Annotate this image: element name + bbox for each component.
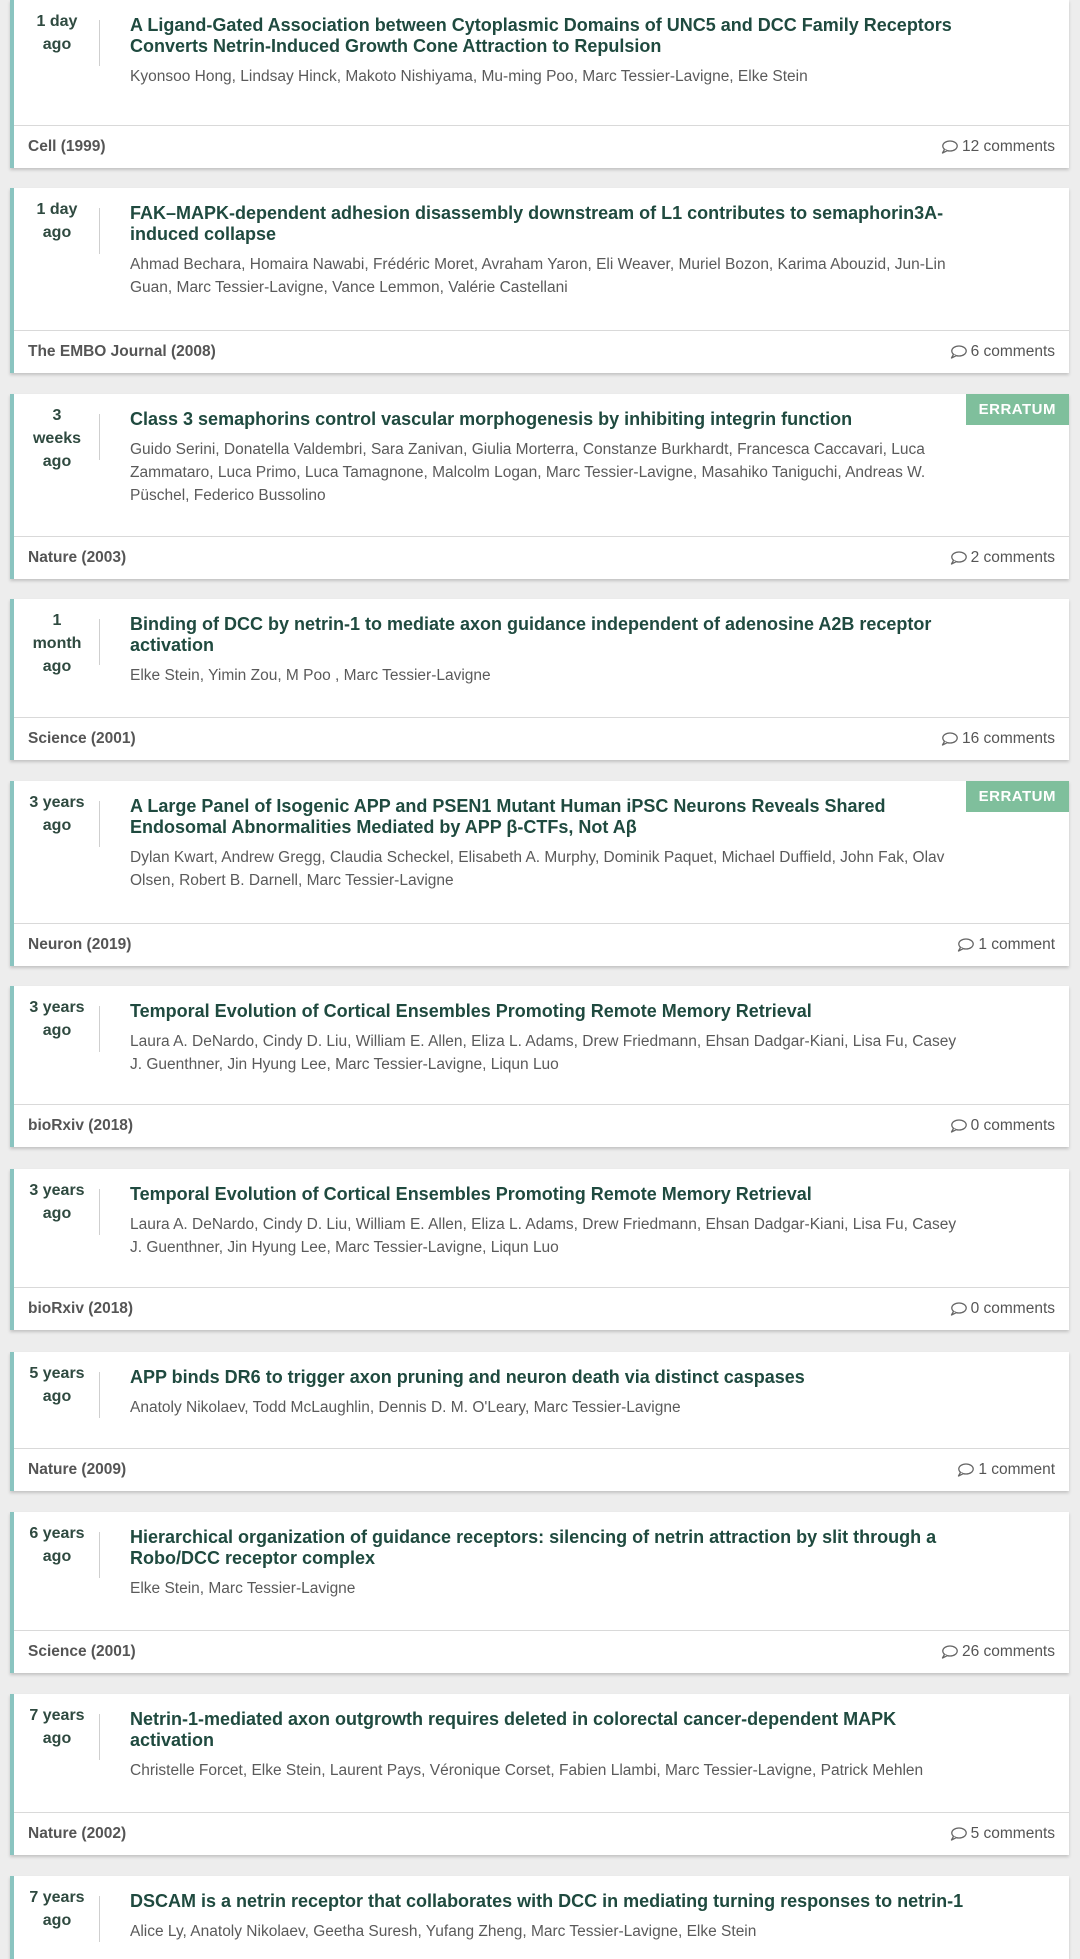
age-divider	[99, 1006, 100, 1052]
paper-age: 3 weeks ago	[32, 407, 82, 470]
paper-title-link[interactable]: A Ligand-Gated Association between Cytoplasmic Domains of UNC5 and DCC Family Receptors Converts Netrin-Induced Growth Cone Attraction to Repulsion	[130, 15, 952, 56]
paper-card-body	[14, 1352, 1069, 1449]
paper-content	[130, 1527, 966, 1600]
comments-count: 1 comment	[978, 1461, 1055, 1478]
age-divider	[99, 1896, 100, 1942]
paper-card-body	[14, 0, 1069, 126]
paper-journal: Cell (1999)	[28, 138, 106, 155]
paper-content	[130, 614, 966, 687]
comments-count: 0 comments	[970, 1117, 1055, 1134]
paper-authors: Elke Stein, Yimin Zou, M Poo , Marc Tessier-Lavigne	[130, 667, 491, 684]
paper-authors: Alice Ly, Anatoly Nikolaev, Geetha Suresh, Yufang Zheng, Marc Tessier-Lavigne, Elke Stein	[130, 1923, 757, 1940]
comments-count: 1 comment	[978, 936, 1055, 953]
comments-link[interactable]	[950, 1825, 1055, 1843]
paper-title-link[interactable]: APP binds DR6 to trigger axon pruning and neuron death via distinct caspases	[130, 1367, 805, 1387]
paper-title-link[interactable]: Hierarchical organization of guidance receptors: silencing of netrin attraction by slit through a Robo/DCC receptor complex	[130, 1527, 937, 1568]
erratum-badge: ERRATUM	[966, 781, 1069, 812]
paper-journal: Nature (2002)	[28, 1825, 127, 1842]
paper-authors: Laura A. DeNardo, Cindy D. Liu, William E. Allen, Eliza L. Adams, Drew Friedmann, Ehsan Dadgar-Kiani, Lisa Fu, Casey J. Guenthner, Jin Hyung Lee, Marc Tessier-Lavigne, Liqun Luo	[130, 1216, 957, 1256]
comments-link[interactable]	[941, 1643, 1055, 1661]
paper-authors: Dylan Kwart, Andrew Gregg, Claudia Scheckel, Elisabeth A. Murphy, Dominik Paquet, Michael Duffield, John Fak, Olav Olsen, Robert B. Darnell, Marc Tessier-Lavigne	[130, 849, 945, 889]
comment-icon	[950, 1302, 967, 1316]
paper-authors: Elke Stein, Marc Tessier-Lavigne	[130, 1580, 356, 1597]
paper-card[interactable]	[10, 0, 1069, 168]
paper-journal: The EMBO Journal (2008)	[28, 343, 216, 360]
paper-card[interactable]	[10, 1352, 1069, 1491]
paper-card-footer	[14, 126, 1069, 168]
comments-link[interactable]	[957, 1461, 1055, 1479]
paper-card-body	[14, 781, 1069, 924]
paper-journal: bioRxiv (2018)	[28, 1117, 134, 1134]
paper-card[interactable]	[10, 986, 1069, 1147]
paper-age: 1 day ago	[36, 13, 78, 53]
paper-card-body	[14, 599, 1069, 718]
paper-content	[130, 1367, 966, 1419]
paper-card-body	[14, 1169, 1069, 1288]
age-divider	[99, 1372, 100, 1418]
comments-count: 12 comments	[961, 138, 1055, 155]
paper-card-footer	[14, 537, 1069, 579]
paper-journal: Nature (2003)	[28, 549, 127, 566]
comments-link[interactable]	[941, 730, 1055, 748]
paper-card[interactable]	[10, 1694, 1069, 1855]
paper-card[interactable]	[10, 1876, 1069, 1959]
age-divider	[99, 1189, 100, 1235]
age-divider	[99, 20, 100, 66]
paper-card[interactable]	[10, 188, 1069, 373]
comments-count: 2 comments	[970, 549, 1055, 566]
comments-count: 6 comments	[970, 343, 1055, 360]
paper-card-body	[14, 1694, 1069, 1813]
comments-link[interactable]	[950, 549, 1055, 567]
comment-icon	[957, 1463, 974, 1477]
age-divider	[99, 619, 100, 665]
paper-card-body	[14, 986, 1069, 1105]
paper-title-link[interactable]: A Large Panel of Isogenic APP and PSEN1 Mutant Human iPSC Neurons Reveals Shared Endosomal Abnormalities Mediated by APP β-CTFs, Not Aβ	[130, 796, 886, 837]
comment-icon	[950, 551, 967, 565]
comments-count: 26 comments	[961, 1643, 1055, 1660]
paper-age: 3 years ago	[29, 999, 85, 1039]
paper-journal: Science (2001)	[28, 1643, 136, 1660]
comments-link[interactable]	[957, 936, 1055, 954]
paper-journal: Neuron (2019)	[28, 936, 132, 953]
paper-journal: Nature (2009)	[28, 1461, 127, 1478]
paper-authors: Laura A. DeNardo, Cindy D. Liu, William E. Allen, Eliza L. Adams, Drew Friedmann, Ehsan Dadgar-Kiani, Lisa Fu, Casey J. Guenthner, Jin Hyung Lee, Marc Tessier-Lavigne, Liqun Luo	[130, 1033, 957, 1073]
paper-content	[130, 203, 966, 299]
paper-content	[130, 1891, 966, 1943]
paper-authors: Kyonsoo Hong, Lindsay Hinck, Makoto Nishiyama, Mu-ming Poo, Marc Tessier-Lavigne, Elke Stein	[130, 68, 808, 85]
paper-journal: Science (2001)	[28, 730, 136, 747]
paper-card-footer	[14, 1631, 1069, 1673]
paper-card[interactable]	[10, 394, 1069, 579]
paper-card-footer	[14, 331, 1069, 373]
paper-content	[130, 1709, 966, 1782]
paper-title-link[interactable]: Netrin-1-mediated axon outgrowth requires deleted in colorectal cancer-dependent MAPK activation	[130, 1709, 897, 1750]
comment-icon	[950, 1119, 967, 1133]
paper-authors: Anatoly Nikolaev, Todd McLaughlin, Dennis D. M. O'Leary, Marc Tessier-Lavigne	[130, 1399, 681, 1416]
comment-icon	[957, 938, 974, 952]
comments-count: 16 comments	[961, 730, 1055, 747]
comment-icon	[950, 345, 967, 359]
paper-title-link[interactable]: DSCAM is a netrin receptor that collaborates with DCC in mediating turning responses to netrin-1	[130, 1891, 964, 1911]
paper-age: 1 day ago	[36, 201, 78, 241]
paper-content	[130, 796, 966, 892]
erratum-badge: ERRATUM	[966, 394, 1069, 425]
paper-title-link[interactable]: Temporal Evolution of Cortical Ensembles Promoting Remote Memory Retrieval	[130, 1184, 812, 1204]
comment-icon	[950, 1827, 967, 1841]
paper-age: 7 years ago	[29, 1889, 85, 1929]
paper-content	[130, 1184, 966, 1259]
paper-card[interactable]	[10, 1169, 1069, 1330]
paper-age: 3 years ago	[29, 794, 85, 834]
paper-card-footer	[14, 718, 1069, 760]
age-divider	[99, 1532, 100, 1578]
paper-authors: Christelle Forcet, Elke Stein, Laurent Pays, Véronique Corset, Fabien Llambi, Marc Tessier-Lavigne, Patrick Mehlen	[130, 1762, 924, 1779]
age-divider	[99, 208, 100, 254]
paper-content	[130, 15, 966, 88]
paper-journal: bioRxiv (2018)	[28, 1300, 134, 1317]
paper-card-body	[14, 1512, 1069, 1631]
comments-count: 5 comments	[970, 1825, 1055, 1842]
age-divider	[99, 801, 100, 847]
paper-card-footer	[14, 1288, 1069, 1330]
paper-title-link[interactable]: Class 3 semaphorins control vascular morphogenesis by inhibiting integrin function	[130, 409, 853, 429]
paper-card-footer	[14, 924, 1069, 966]
paper-age: 7 years ago	[29, 1707, 85, 1747]
paper-card-body	[14, 188, 1069, 331]
paper-age: 1 month ago	[32, 612, 82, 675]
paper-content	[130, 1001, 966, 1076]
comments-link[interactable]	[950, 1300, 1055, 1318]
paper-age: 6 years ago	[29, 1525, 85, 1565]
paper-card[interactable]	[10, 1512, 1069, 1673]
paper-title-link[interactable]: Temporal Evolution of Cortical Ensembles Promoting Remote Memory Retrieval	[130, 1001, 812, 1021]
age-divider	[99, 414, 100, 460]
age-divider	[99, 1714, 100, 1760]
paper-card-footer	[14, 1105, 1069, 1147]
comments-link[interactable]	[950, 343, 1055, 361]
paper-card[interactable]	[10, 781, 1069, 966]
comment-icon	[941, 732, 958, 746]
paper-title-link[interactable]: FAK–MAPK-dependent adhesion disassembly downstream of L1 contributes to semaphorin3A-induced collapse	[130, 203, 944, 244]
paper-card-body	[14, 1876, 1069, 1959]
paper-card[interactable]	[10, 599, 1069, 760]
paper-authors: Guido Serini, Donatella Valdembri, Sara Zanivan, Giulia Morterra, Constanze Burkhardt, Francesca Caccavari, Luca Zammataro, Luca Primo, Luca Tamagnone, Malcolm Logan, Marc Tessier-Lavigne, Masahiko Taniguchi, Andreas W. Püschel, Federico Bussolino	[130, 441, 926, 504]
comment-icon	[941, 1645, 958, 1659]
paper-card-body	[14, 394, 1069, 537]
paper-content	[130, 409, 966, 507]
paper-card-footer	[14, 1813, 1069, 1855]
comments-count: 0 comments	[970, 1300, 1055, 1317]
comments-link[interactable]	[950, 1117, 1055, 1135]
paper-title-link[interactable]: Binding of DCC by netrin-1 to mediate axon guidance independent of adenosine A2B receptor activation	[130, 614, 932, 655]
paper-authors: Ahmad Bechara, Homaira Nawabi, Frédéric Moret, Avraham Yaron, Eli Weaver, Muriel Bozon, Karima Abouzid, Jun-Lin Guan, Marc Tessier-Lavigne, Vance Lemmon, Valérie Castellani	[130, 256, 946, 296]
comments-link[interactable]	[941, 138, 1055, 156]
paper-age: 3 years ago	[29, 1182, 85, 1222]
paper-card-footer	[14, 1449, 1069, 1491]
paper-age: 5 years ago	[29, 1365, 85, 1405]
comment-icon	[941, 140, 958, 154]
